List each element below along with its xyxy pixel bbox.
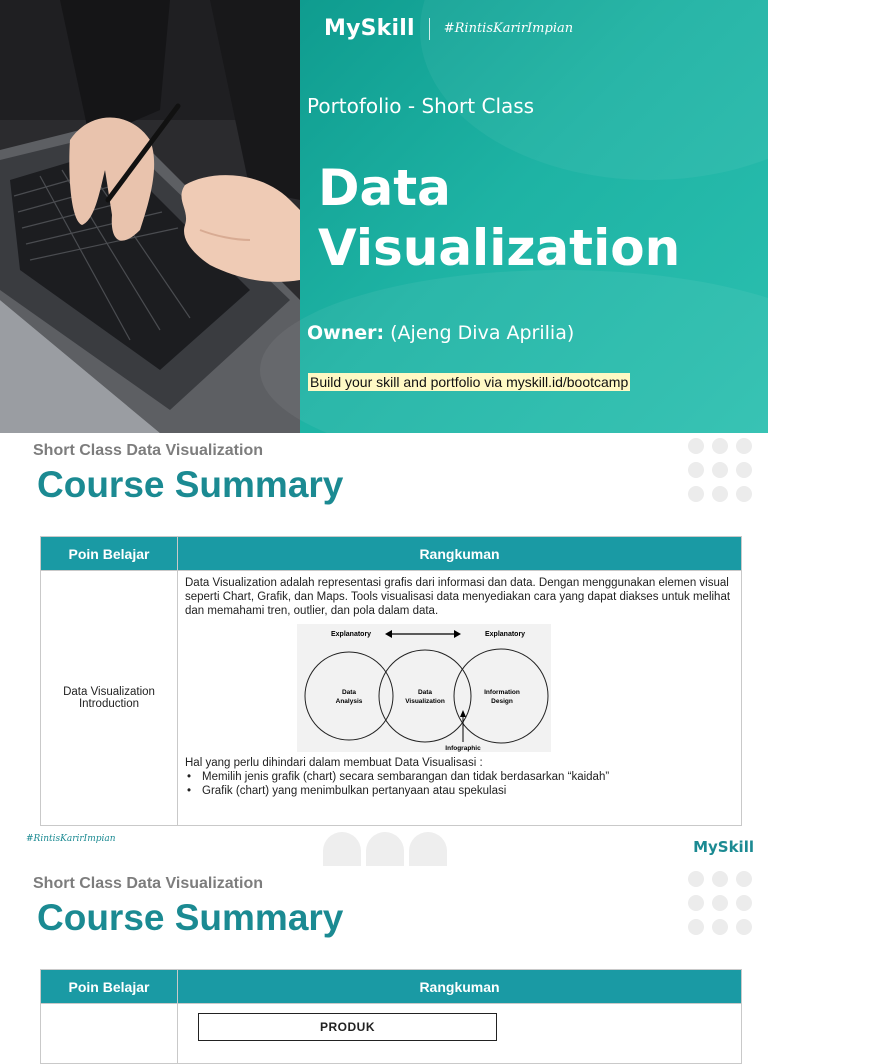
decor-dots <box>688 438 768 502</box>
circle-left-line2: Analysis <box>335 698 363 705</box>
course-summary-slide-2 <box>0 866 768 1034</box>
table-header-row <box>41 970 742 1004</box>
footer-tagline: #RintisKarirImpian <box>26 834 116 844</box>
list-item: • Memilih jenis grafik (chart) secara sembarangan dan tidak berdasarkan “kaidah” <box>185 770 734 784</box>
summary-cell <box>178 1004 742 1064</box>
explanatory-left-label: Explanatory <box>331 631 372 638</box>
decor-bumps <box>323 832 447 866</box>
course-summary-slide <box>0 433 768 866</box>
slide-title: Course Summary <box>37 897 344 938</box>
summary-cell <box>178 571 742 826</box>
summary-table <box>40 969 742 1064</box>
owner-line <box>307 322 574 344</box>
circle-mid-line2: Visualization <box>405 698 445 705</box>
intro-paragraph: Data Visualization adalah representasi grafis dari informasi dan data. Dengan menggunakan elemen visual seperti Chart, Grafik, dan Maps. Tools visualisasi data menyediakan cara yang dapat diakses untuk melihat dan memahami tren, outlier, dan pola dalam data. <box>185 577 731 617</box>
table-row <box>41 1004 742 1064</box>
cover-slide <box>0 0 768 433</box>
column-header: Rangkuman <box>178 970 742 1004</box>
explanatory-right-label: Explanatory <box>485 631 526 638</box>
circle-right-line2: Design <box>491 698 513 705</box>
bootcamp-cta[interactable]: Build your skill and portfolio via myskill.id/bootcamp <box>310 374 629 390</box>
footer-logo[interactable]: MySkill <box>693 838 754 856</box>
slide-kicker: Short Class Data Visualization <box>33 875 263 892</box>
circle-mid-line1: Data <box>417 689 433 696</box>
laptop-photo <box>0 0 300 433</box>
decor-dots <box>688 871 768 935</box>
circle-left-line1: Data <box>341 689 357 696</box>
venn-diagram <box>297 624 551 752</box>
summary-table <box>40 536 742 826</box>
circle-right-line1: Information <box>484 689 520 696</box>
cover-subtitle: Portofolio - Short Class <box>307 94 535 118</box>
cover-title: Data Visualization <box>318 159 681 277</box>
brand-header <box>324 16 573 41</box>
avoid-list <box>185 770 734 798</box>
owner-label: Owner: <box>307 322 385 344</box>
table-row <box>41 571 742 826</box>
slide-kicker: Short Class Data Visualization <box>33 442 263 459</box>
column-header: Rangkuman <box>178 537 742 571</box>
divider <box>429 18 430 40</box>
avoid-heading: Hal yang perlu dihindari dalam membuat Data Visualisasi : <box>185 757 483 769</box>
myskill-logo[interactable]: MySkill <box>324 16 415 41</box>
laptop-hands-illustration <box>0 0 300 433</box>
infographic-label: Infographic <box>445 745 481 752</box>
produk-box: PRODUK <box>198 1013 497 1041</box>
cover-panel <box>300 0 768 433</box>
topic-cell: Data Visualization Introduction <box>41 571 178 826</box>
table-header-row <box>41 537 742 571</box>
slide-title: Course Summary <box>37 464 344 505</box>
topic-cell <box>41 1004 178 1064</box>
tagline: #RintisKarirImpian <box>443 21 574 36</box>
column-header: Poin Belajar <box>41 970 178 1004</box>
list-item: • Grafik (chart) yang menimbulkan pertanyaan atau spekulasi <box>185 784 734 798</box>
owner-name: (Ajeng Diva Aprilia) <box>390 322 575 344</box>
column-header: Poin Belajar <box>41 537 178 571</box>
